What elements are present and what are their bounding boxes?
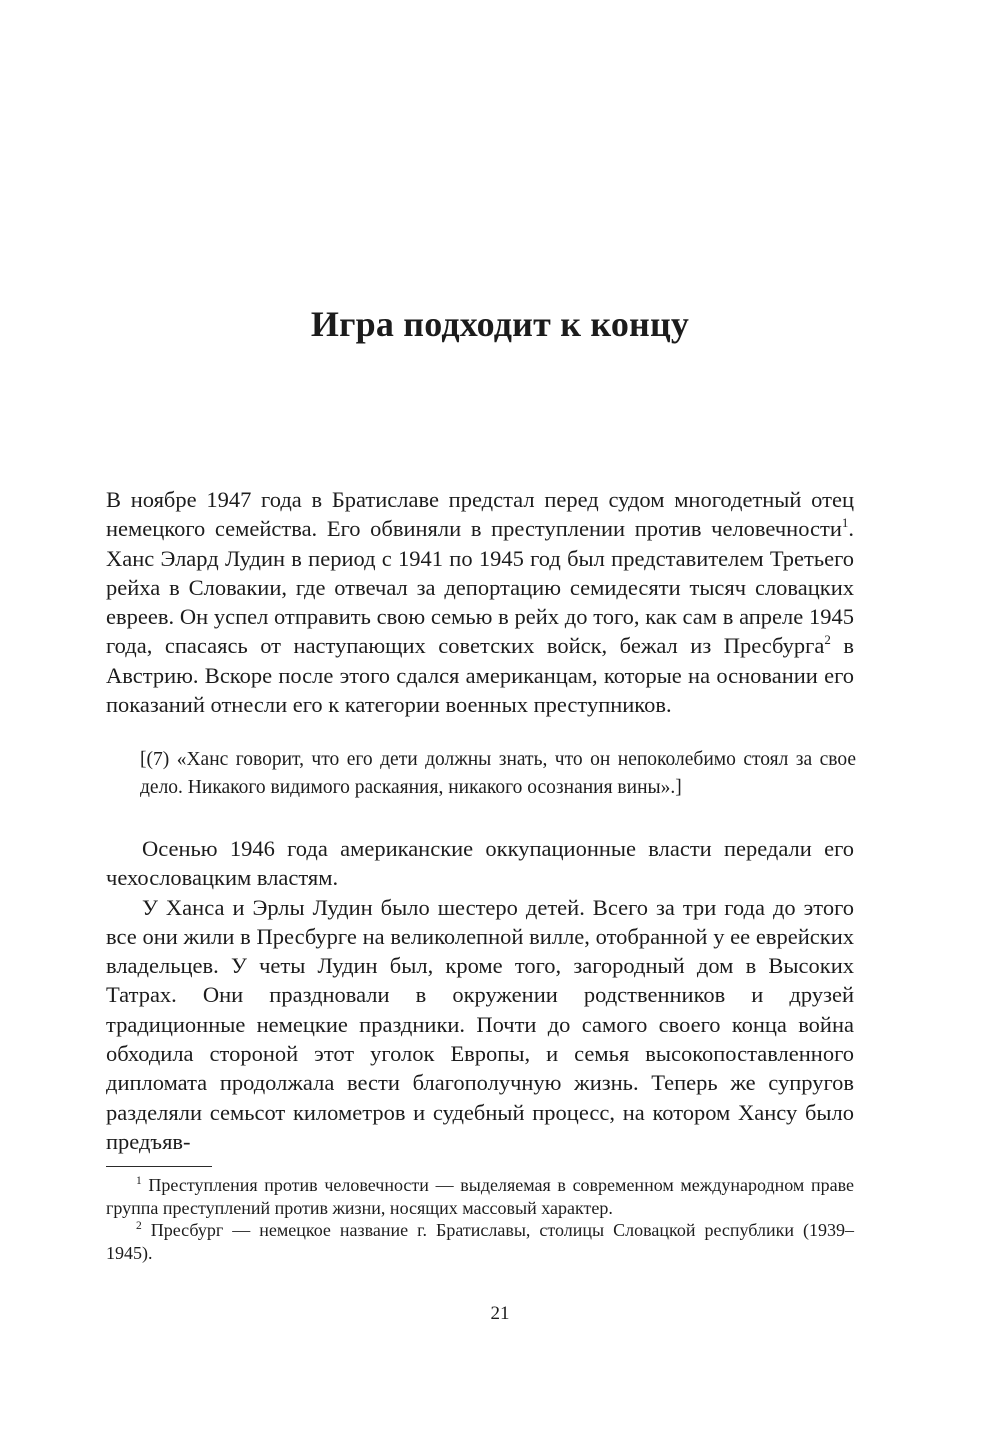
block-quote: [(7) «Ханс говорит, что его дети должны знать, что он непоколебимо стоял за свое дело. Никакого видимого раскаяния, никакого осознания вины».] [140, 749, 856, 798]
footnote-separator [106, 1166, 212, 1167]
paragraph-1-part-2: . Ханс Элард Лудин в период с 1941 по 1945 год был представителем Третьего рейха в Словакии, где отвечал за депортацию семидесяти тысяч словацких евреев. Он успел отправить свою семью в рейх до того, как сам в апреле 1945 года, спасаясь от наступающих советских войск, бежал из Пресбурга [106, 516, 854, 659]
paragraph-3: У Ханса и Эрлы Лудин было шестеро детей. Всего за три года до этого все они жили в Пресбурге на великолепной вилле, отобранной у ее еврейских владельцев. У четы Лудин был, кроме того, загородный дом в Высоких Татрах. Они праздновали в окружении родственников и друзей традиционные немецкие праздники. Почти до самого своего конца война обходила стороной этот уголок Европы, и семья высокопоставленного дипломата продолжала вести благополучную жизнь. Теперь же супругов разделяли семьсот километров и судебный процесс, на котором Хансу было предъяв- [106, 894, 854, 1154]
footnote-marker-1: 1 [136, 1175, 142, 1187]
footnote-text-1: Преступления против человечности — выделяемая в современном международном праве группа преступлений против жизни, носящих массовый характер. [106, 1175, 854, 1218]
footnote-2 [106, 1219, 854, 1264]
footnote-text-2: Пресбург — немецкое название г. Братиславы, столицы Словацкой республики (1939–1945). [106, 1220, 854, 1263]
footnote-marker-2: 2 [136, 1220, 142, 1232]
page-number: 21 [490, 1303, 510, 1324]
paragraph-1-part-1: В ноябре 1947 года в Братиславе предстал перед судом многодетный отец немецкого семейства. Его обвиняли в преступлении против человечности [106, 487, 854, 542]
paragraph-2: Осенью 1946 года американские оккупационные власти передали его чехословацким властям. [106, 836, 854, 891]
paragraph-1 [106, 485, 854, 719]
paragraph-1-part-3: в Австрию. Вскоре после этого сдался американцам, которые на основании его показаний отнесли его к категории военных преступников. [106, 633, 855, 718]
chapter-title: Игра подходит к концу [310, 304, 690, 344]
body-continuation [106, 834, 854, 1156]
footnote-ref-1[interactable]: 1 [841, 515, 849, 531]
footnote-1 [106, 1174, 854, 1219]
footnotes [106, 1174, 854, 1264]
footnote-ref-2[interactable]: 2 [824, 632, 831, 648]
